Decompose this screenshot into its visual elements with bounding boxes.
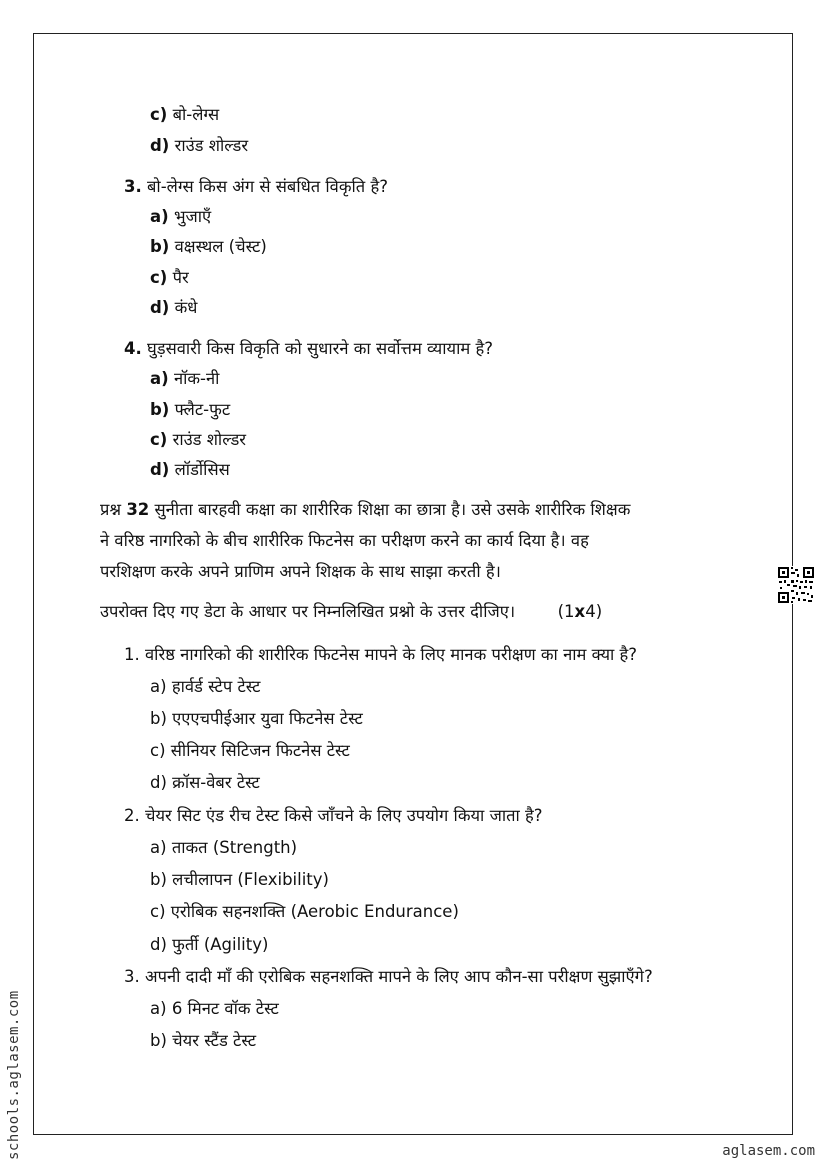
side-watermark: schools.aglasem.com bbox=[6, 990, 22, 1160]
sq1-option-b: b) एएएचपीईआर युवा फिटनेस टेस्ट bbox=[150, 709, 363, 728]
question-3: 3. बो-लेग्स किस अंग से संबधित विकृति है? bbox=[124, 177, 388, 196]
case-line-1: प्रश्न 32 सुनीता बारहवी कक्षा का शारीरिक शिक्षा का छात्रा है। उसे उसके शारीरिक शिक्षक bbox=[100, 500, 631, 519]
sq1-option-a: a) हार्वर्ड स्टेप टेस्ट bbox=[150, 677, 261, 696]
q4-option-d: d) लॉर्डोसिस bbox=[150, 460, 230, 479]
sub-question-2: 2. चेयर सिट एंड रीच टेस्ट किसे जाँचने के लिए उपयोग किया जाता है? bbox=[124, 806, 543, 825]
sub-question-3: 3. अपनी दादी माँ की एरोबिक सहनशक्ति मापने के लिए आप कौन-सा परीक्षण सुझाएँगे? bbox=[124, 967, 653, 986]
q4-option-c: c) राउंड शोल्डर bbox=[150, 430, 247, 449]
q3-option-c: c) पैर bbox=[150, 268, 189, 287]
q3-option-b: b) वक्षस्थल (चेस्ट) bbox=[150, 237, 267, 256]
q4-option-b: b) फ्लैट-फुट bbox=[150, 400, 231, 419]
q4-option-a: a) नॉक-नी bbox=[150, 369, 220, 388]
qr-code-icon bbox=[777, 566, 815, 604]
case-instruction: उपरोक्त दिए गए डेटा के आधार पर निम्नलिखित प्रश्नो के उत्तर दीजिए। (1x4) bbox=[100, 602, 603, 621]
sq3-option-a: a) 6 मिनट वॉक टेस्ट bbox=[150, 999, 279, 1018]
question-4: 4. घुड़सवारी किस विकृति को सुधारने का सर्वोत्तम व्यायाम है? bbox=[124, 339, 494, 358]
footer-watermark: aglasem.com bbox=[722, 1143, 815, 1159]
prev-option-c: c) बो-लेग्स bbox=[150, 105, 220, 124]
sq2-option-d: d) फुर्ती (Agility) bbox=[150, 935, 269, 954]
sub-question-1: 1. वरिष्ठ नागरिको की शारीरिक फिटनेस मापने के लिए मानक परीक्षण का नाम क्या है? bbox=[124, 645, 638, 664]
sq2-option-b: b) लचीलापन (Flexibility) bbox=[150, 870, 329, 889]
case-line-2: ने वरिष्ठ नागरिको के बीच शारीरिक फिटनेस का परीक्षण करने का कार्य दिया है। वह bbox=[100, 531, 589, 550]
sq3-option-b: b) चेयर स्टैंड टेस्ट bbox=[150, 1031, 257, 1050]
sq2-option-c: c) एरोबिक सहनशक्ति (Aerobic Endurance) bbox=[150, 902, 459, 921]
sq1-option-d: d) क्रॉस-वेबर टेस्ट bbox=[150, 773, 260, 792]
sq1-option-c: c) सीनियर सिटिजन फिटनेस टेस्ट bbox=[150, 741, 350, 760]
sq2-option-a: a) ताकत (Strength) bbox=[150, 838, 298, 857]
prev-option-d: d) राउंड शोल्डर bbox=[150, 136, 249, 155]
marks: (1x4) bbox=[557, 602, 603, 621]
q3-option-a: a) भुजाएँ bbox=[150, 207, 212, 226]
q3-option-d: d) कंधे bbox=[150, 298, 198, 317]
case-line-3: परशिक्षण करके अपने प्राणिम अपने शिक्षक के साथ साझा करती है। bbox=[100, 562, 501, 581]
